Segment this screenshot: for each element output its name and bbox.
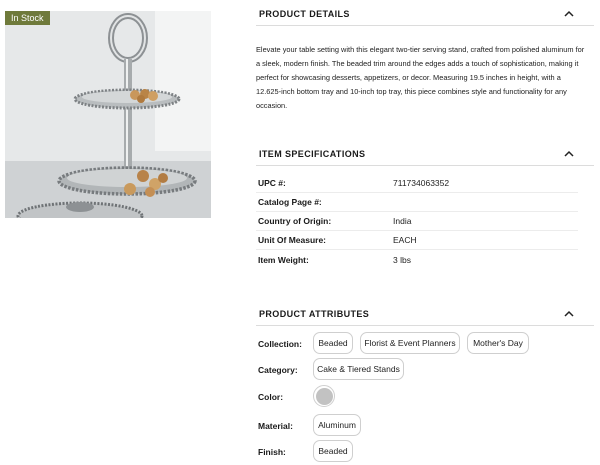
spec-value: EACH xyxy=(393,235,417,245)
stock-badge: In Stock xyxy=(5,11,50,25)
serving-stand-illustration xyxy=(5,11,211,218)
material-label: Material: xyxy=(258,421,293,431)
finish-label: Finish: xyxy=(258,447,286,457)
spec-row-country-of-origin xyxy=(256,212,578,231)
finish-chip-beaded[interactable]: Beaded xyxy=(313,440,353,462)
collection-chip-mothers-day[interactable]: Mother's Day xyxy=(467,332,529,354)
spec-row-unit-of-measure xyxy=(256,231,578,250)
spec-value: India xyxy=(393,216,412,226)
product-details-title: PRODUCT DETAILS xyxy=(259,8,350,19)
material-chip-aluminum[interactable]: Aluminum xyxy=(313,414,361,436)
color-label: Color: xyxy=(258,392,284,402)
spec-row-upc xyxy=(256,174,578,193)
collection-chip-florist-event-planners[interactable]: Florist & Event Planners xyxy=(360,332,460,354)
spec-label: UPC #: xyxy=(258,178,286,188)
product-description: Elevate your table setting with this elegant two-tier serving stand, crafted from polished aluminum for a sleek, modern finish. The beaded trim around the edges adds a touch of sophistication, making it perfect for showcasing desserts, appetizers, or decor. Measuring 19.5 inches in height, with a 12.625-inch bottom tray and 10-inch top tray, this piece combines style and functionality for any occasion. xyxy=(256,45,585,110)
chevron-up-icon[interactable] xyxy=(562,307,576,321)
collection-chip-beaded[interactable]: Beaded xyxy=(313,332,353,354)
color-swatch[interactable] xyxy=(313,385,335,407)
collection-label: Collection: xyxy=(258,339,302,349)
item-specifications-title: ITEM SPECIFICATIONS xyxy=(259,148,366,159)
category-label: Category: xyxy=(258,365,298,375)
spec-label: Country of Origin: xyxy=(258,216,332,226)
spec-value: 3 lbs xyxy=(393,254,411,265)
spec-row-catalog-page xyxy=(256,193,578,212)
spec-label: Catalog Page #: xyxy=(258,197,322,207)
product-details-header[interactable] xyxy=(256,2,594,26)
chevron-up-icon[interactable] xyxy=(562,7,576,21)
product-attributes-header[interactable] xyxy=(256,302,594,326)
spec-row-item-weight xyxy=(256,250,578,269)
product-attributes-title: PRODUCT ATTRIBUTES xyxy=(259,308,370,319)
spec-value: 711734063352 xyxy=(393,178,450,188)
spec-label: Unit Of Measure: xyxy=(258,235,327,245)
item-specifications-header[interactable] xyxy=(256,142,594,166)
color-swatch-fill xyxy=(316,388,333,405)
product-image[interactable] xyxy=(5,11,211,218)
chevron-up-icon[interactable] xyxy=(562,147,576,161)
spec-label: Item Weight: xyxy=(258,254,309,265)
category-chip-cake-tiered-stands[interactable]: Cake & Tiered Stands xyxy=(313,358,404,380)
